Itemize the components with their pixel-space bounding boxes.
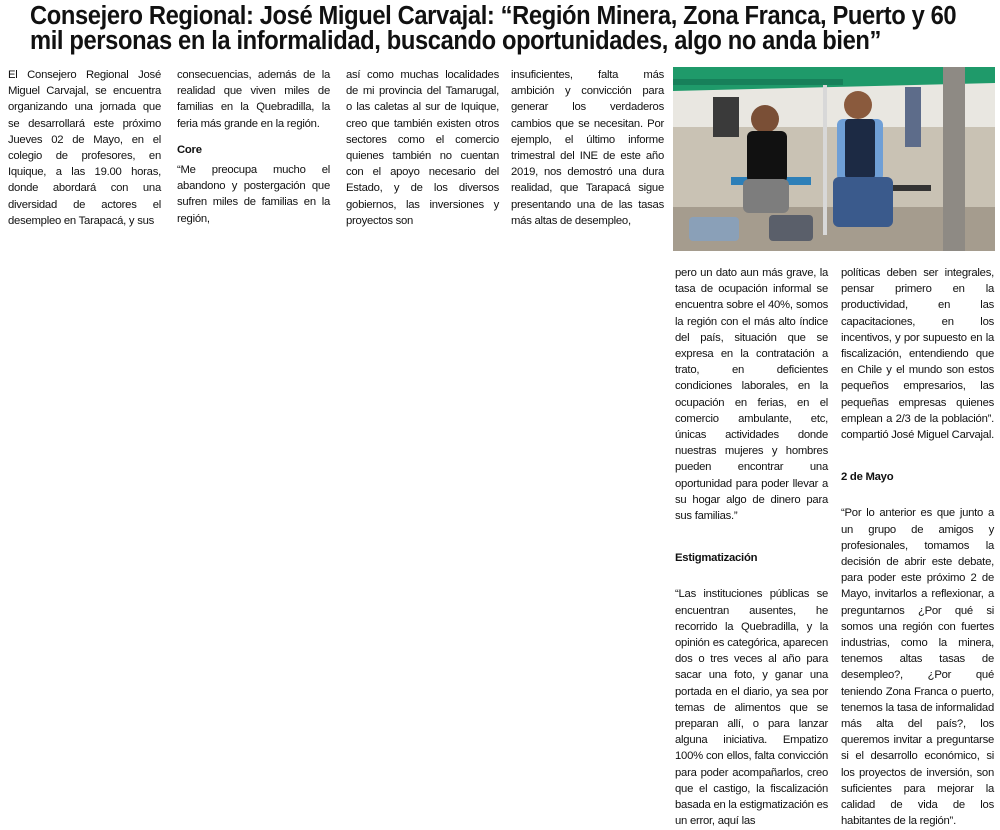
photo-illustration xyxy=(673,67,995,251)
col5-paragraph-2: “Las instituciones públicas se encuentran ausentes, he recorrido la Quebradilla, y la opinión es categórica, aparecen dos o tres veces al año para sacar una foto, y ganar una portada en el diario, ya sea por temas de alimentos que se preparan allí, o para lanzar alguna iniciativa. Empatizo 100% con ellos, falta convicción para poder acompañarlos, creo que el castigo, la fiscalización basada en la estigmatización es un error, aquí las xyxy=(675,588,829,828)
col1-paragraph: El Consejero Regional José Miguel Carvajal, se encuentra organizando una jornada que se desarrollará este próximo Jueves 02 de Mayo, en el colegio de profesores, en Iquique, a las 19.00 horas, donde abordará con una diversidad de actores el desempleo en Tarapacá, y sus xyxy=(8,69,161,227)
subheading-2-de-mayo: 2 de Mayo xyxy=(841,471,894,484)
column-5 xyxy=(675,265,828,830)
headline-line-1: Consejero Regional: José Miguel Carvajal: “Región Minera, Zona Franca, Puerto y 60 xyxy=(30,2,957,30)
column-4 xyxy=(511,67,664,229)
col2-paragraph-2: “Me preocupa mucho el abandono y postergación que sufren miles de familias en la región, xyxy=(177,164,330,225)
column-1 xyxy=(8,67,161,229)
col6-paragraph-1: políticas deben ser integrales, pensar primero en la productividad, en las capacitaciones, en los incentivos, y por supuesto en la fiscalización, entendiendo que en Chile y el mundo son estos pequeños empresarios, las pequeñas empresas quienes emplean a 2/3 de la población”. compartió José Miguel Carvajal. xyxy=(841,267,994,442)
subheading-core: Core xyxy=(177,143,202,156)
headline xyxy=(30,2,957,55)
article-photo xyxy=(673,67,995,251)
column-6 xyxy=(841,265,994,830)
column-2 xyxy=(177,67,330,227)
col5-paragraph-1: pero un dato aun más grave, la tasa de ocupación informal se encuentra sobre el 40%, somos la región con el más alto índice del país, situación que se expresa en la contratación a trato, en deficientes condiciones laborales, en la ocupación en ferias, en el comercio ambulante, etc, únicas actividades donde nuestras mujeres y hombres pueden encontrar una oportunidad para poder llevar a su hogar algo de dinero para sus familias.” xyxy=(675,267,828,523)
col4-paragraph: insuficientes, falta más ambición y convicción para generar los verdaderos cambios que se necesitan. Por ejemplo, el último informe trimestral del INE de este año 2019, nos demostró una dura realidad, que Tarapacá sigue presentando una de las tasas más altas de desempleo, xyxy=(511,69,664,227)
col6-paragraph-2: “Por lo anterior es que junto a un grupo de amigos y profesionales, tomamos la decisión de abrir este debate, para poder este próximo 2 de Mayo, invitarlos a reflexionar, a preguntarnos ¿Por qué si somos una región con fuertes industrias, como la minera, tenemos altas tasas de desempleo?, ¿Por qué teniendo Zona Franca o puerto, tenemos la tasa de informalidad más alta del país?, los queremos invitar a preguntarse si el desarrollo económico, si los proyectos de inversión, son suficientes para mejorar la calidad de vida de los habitantes de la región”. xyxy=(841,507,994,828)
col3-paragraph: así como muchas localidades de mi provincia del Tamarugal, o las caletas al sur de Iquique, creo que también existen otros sectores como el comercio quienes también no cuentan con el apoyo necesario del Estado, y de los diversos gobiernos, las inversiones y proyectos son xyxy=(346,69,499,227)
column-3 xyxy=(346,67,499,229)
headline-line-2: mil personas en la informalidad, buscando oportunidades, algo no anda bien” xyxy=(30,27,881,55)
col2-paragraph-1: consecuencias, además de la realidad que viven miles de familias en la Quebradilla, la feria más grande en la región. xyxy=(177,69,330,130)
subheading-estigmatizacion: Estigmatización xyxy=(675,552,758,565)
